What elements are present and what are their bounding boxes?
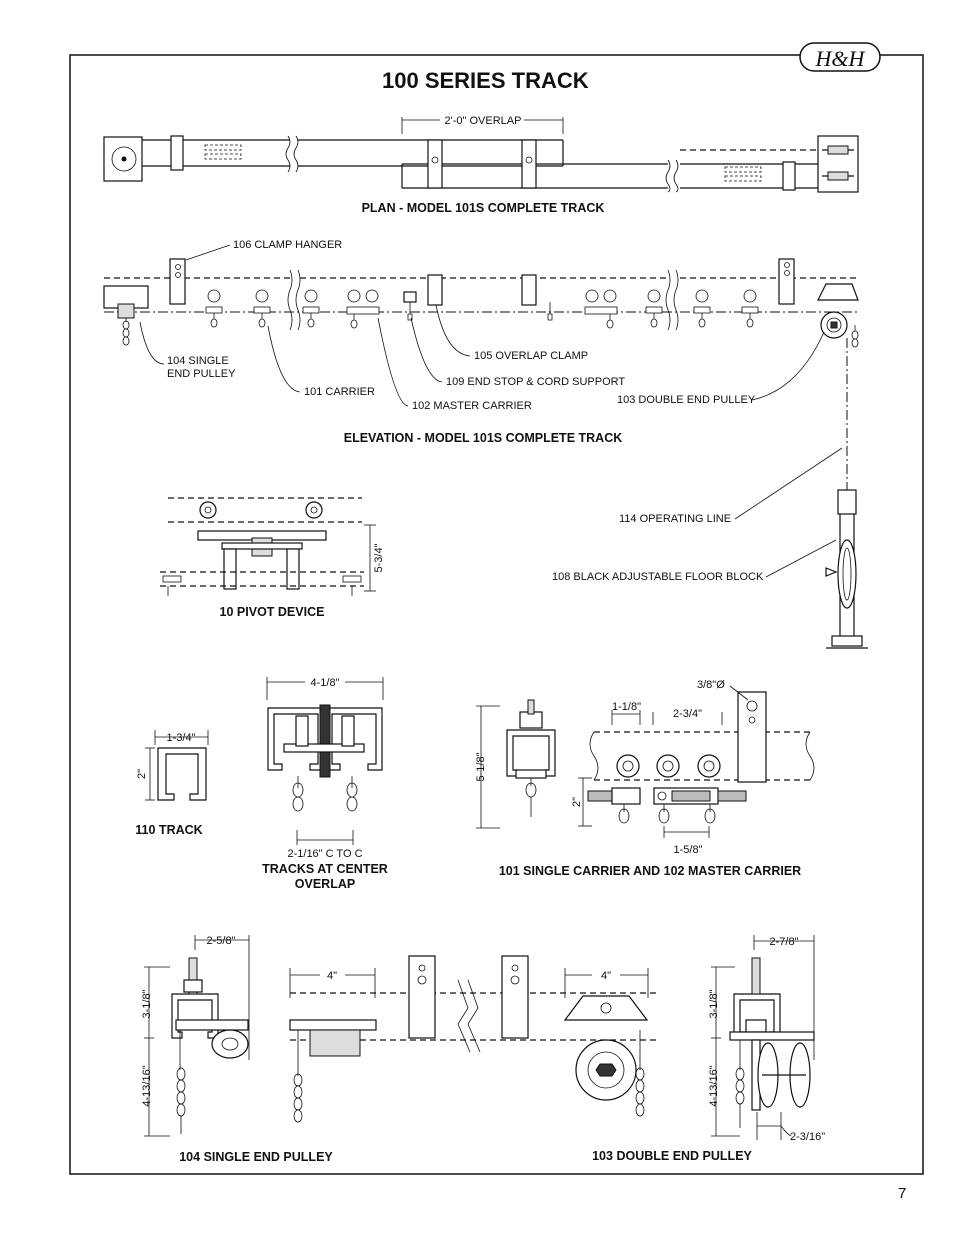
pulley104-dim-upper: 3-1/8"	[141, 989, 153, 1019]
carrier-caption: 101 SINGLE CARRIER AND 102 MASTER CARRIER	[498, 864, 802, 878]
overlap-dim-width: 4-1/8"	[310, 677, 340, 689]
pulley103-caption: 103 DOUBLE END PULLEY	[592, 1149, 752, 1163]
floor-block-drawing	[826, 490, 868, 648]
page-border	[70, 55, 923, 1174]
callout-end-stop: 109 END STOP & CORD SUPPORT	[446, 376, 626, 388]
callout-carrier: 101 CARRIER	[304, 386, 375, 398]
callout-master-carrier: 102 MASTER CARRIER	[412, 400, 532, 412]
carrier-dim-c: 1-5/8"	[673, 844, 703, 856]
carrier-dim-track: 2"	[571, 796, 583, 808]
carrier-dim-height: 5-1/8"	[475, 752, 487, 782]
plan-caption: PLAN - MODEL 101S COMPLETE TRACK	[361, 201, 605, 215]
elevation-caption: ELEVATION - MODEL 101S COMPLETE TRACK	[343, 431, 623, 445]
plan-overlap-dim: 2'-0" OVERLAP	[444, 115, 522, 127]
pivot-caption: 10 PIVOT DEVICE	[219, 605, 325, 619]
carrier-detail-drawing	[475, 679, 814, 878]
callout-single-end-pulley-2: END PULLEY	[167, 368, 236, 380]
pivot-device-drawing	[160, 498, 385, 619]
pulley103-dim-lower: 4-13/16"	[708, 1065, 720, 1107]
single-end-pulley-drawing	[141, 935, 333, 1164]
callout-single-end-pulley-1: 104 SINGLE	[167, 355, 229, 367]
page-title: 100 SERIES TRACK	[382, 68, 589, 93]
track-caption: 110 TRACK	[135, 823, 203, 837]
track-dim-width: 1-3/4"	[166, 732, 196, 744]
overlap-caption-2: OVERLAP	[294, 877, 356, 891]
callout-floor-block: 108 BLACK ADJUSTABLE FLOOR BLOCK	[552, 571, 764, 583]
carrier-dim-a: 1-1/8"	[612, 701, 641, 713]
callout-overlap-clamp: 105 OVERLAP CLAMP	[474, 350, 589, 362]
pivot-dim-height: 5-3/4"	[373, 543, 385, 573]
pulley103-dim-width: 2-3/16"	[790, 1131, 826, 1143]
pulley104-dim-top: 2-5/8"	[206, 935, 236, 947]
plan-view-drawing	[104, 115, 858, 215]
pulley103-dim-run: 4"	[600, 970, 612, 982]
pulley103-dim-upper: 3-1/8"	[708, 989, 720, 1019]
callout-operating-line: 114 OPERATING LINE	[619, 513, 732, 525]
carrier-dim-hole: 3/8"Ø	[697, 679, 725, 691]
overlap-caption-1: TRACKS AT CENTER	[262, 862, 388, 876]
overlap-detail-drawing	[262, 677, 388, 891]
pulley104-dim-lower: 4-13/16"	[141, 1065, 153, 1107]
end-pulley-side-view	[290, 956, 660, 1122]
overlap-dim-spacing: 2-1/16" C TO C	[287, 848, 363, 860]
pulley104-dim-run: 4"	[326, 970, 338, 982]
pulley103-dim-top: 2-7/8"	[769, 936, 799, 948]
pulley104-caption: 104 SINGLE END PULLEY	[179, 1150, 333, 1164]
page-number: 7	[898, 1185, 907, 1202]
callout-double-end-pulley: 103 DOUBLE END PULLEY	[617, 394, 756, 406]
track-dim-height: 2"	[136, 768, 148, 780]
carrier-dim-b: 2-3/4"	[673, 708, 702, 720]
logo-text: H&H	[815, 46, 865, 71]
hh-logo	[800, 43, 880, 71]
track-section-drawing	[135, 730, 208, 837]
callout-clamp-hanger: 106 CLAMP HANGER	[233, 239, 343, 251]
